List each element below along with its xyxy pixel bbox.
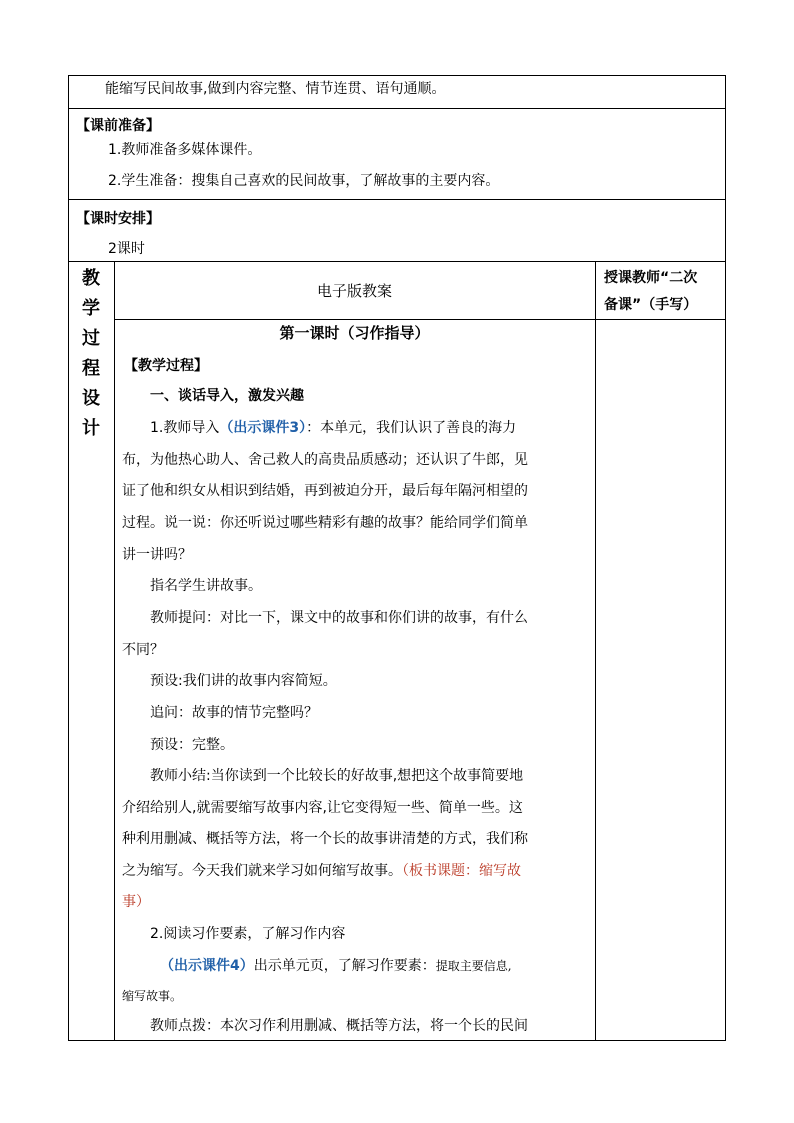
row-divider (114, 319, 726, 320)
column-header-right: 备课”（手写） (604, 297, 698, 313)
paragraph-line: 过程。说一说：你还听说过哪些精彩有趣的故事？能给同学们简单 (122, 515, 528, 531)
column-divider (595, 261, 596, 1041)
paragraph-line: 教师小结:当你读到一个比较长的好故事,想把这个故事简要地 (150, 768, 524, 784)
paragraph-line: 讲一讲吗？ (122, 547, 192, 563)
text-span: 之为缩写。今天我们就来学习如何缩写故事。 (122, 863, 402, 879)
column-divider (114, 261, 115, 1041)
schedule-heading: 【课时安排】 (76, 211, 160, 227)
side-label-char: 教 (82, 268, 100, 289)
text-span: ：本单元，我们认识了善良的海力 (306, 420, 517, 436)
row-divider (68, 108, 726, 109)
paragraph-line: 预设：完整。 (150, 737, 234, 753)
text-span: 1.教师导入 (150, 420, 220, 436)
side-label-char: 程 (82, 358, 100, 379)
paragraph-line: 介绍给别人,就需要缩写故事内容,让它变得短一些、简单一些。这 (122, 800, 523, 816)
paragraph-line: 缩写故事。 (122, 989, 183, 1003)
paragraph-line: 教师点拨：本次习作利用删减、概括等方法，将一个长的民间 (150, 1018, 528, 1034)
column-header-center: 电子版教案 (316, 282, 392, 300)
courseware-ref: （出示课件4） (160, 958, 254, 974)
paragraph-line: 指名学生讲故事。 (150, 578, 262, 594)
paragraph-line (150, 419, 516, 437)
board-note: 事） (122, 894, 150, 910)
paragraph-line: 追问：故事的情节完整吗？ (150, 705, 318, 721)
row-divider (68, 261, 726, 262)
process-heading: 【教学过程】 (124, 358, 208, 374)
courseware-ref: （出示课件3） (219, 420, 307, 436)
side-label-char: 过 (82, 328, 100, 349)
paragraph-line: 不同？ (122, 642, 164, 658)
paragraph-line (160, 957, 512, 975)
board-note: （板书课题：缩写故 (402, 863, 521, 879)
text-span: 出示单元页，了解习作要素： (253, 958, 436, 974)
paragraph-line: 种利用删减、概括等方法，将一个长的故事讲清楚的方式，我们称 (122, 831, 528, 847)
row-divider (68, 199, 726, 200)
section-heading: 2.阅读习作要素，了解习作内容 (150, 926, 346, 942)
prep-item: 2.学生准备：搜集自己喜欢的民间故事，了解故事的主要内容。 (108, 173, 500, 189)
side-label-char: 学 (82, 298, 100, 319)
paragraph-line: 教师提问：对比一下，课文中的故事和你们讲的故事，有什么 (150, 610, 528, 626)
paragraph-line (122, 862, 521, 880)
paragraph-line: 证了他和织女从相识到结婚，再到被迫分开，最后每年隔河相望的 (122, 483, 528, 499)
paragraph-line: 预设:我们讲的故事内容简短。 (150, 673, 337, 689)
prep-heading: 【课前准备】 (76, 118, 160, 134)
text-span: 提取主要信息, (435, 959, 512, 973)
prep-item: 1.教师准备多媒体课件。 (108, 142, 262, 158)
schedule-value: 2课时 (108, 241, 145, 257)
objective-text: 能缩写民间故事,做到内容完整、情节连贯、语句通顺。 (105, 81, 446, 97)
section-heading: 一、谈话导入，激发兴趣 (150, 388, 304, 404)
column-header-right: 授课教师“二次 (604, 270, 698, 286)
lesson-title: 第一课时（习作指导） (279, 324, 430, 342)
paragraph-line: 布，为他热心助人、舍己救人的高贵品质感动；还认识了牛郎，见 (122, 452, 528, 468)
side-label-char: 计 (82, 418, 100, 439)
side-label-char: 设 (82, 388, 100, 409)
